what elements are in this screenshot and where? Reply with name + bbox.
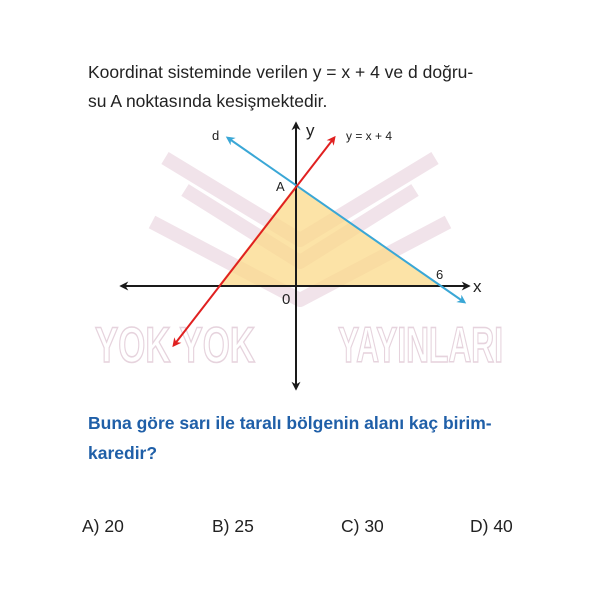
origin-label: 0 [282, 291, 291, 308]
x-intercept-label: 6 [436, 267, 444, 282]
choice-b[interactable]: B) 25 [212, 516, 254, 536]
y-axis-label: y [306, 121, 315, 140]
line-red-label: y = x + 4 [346, 129, 393, 143]
choice-c[interactable]: C) 30 [341, 516, 384, 536]
point-a-label: A [276, 179, 285, 194]
question-prompt [88, 408, 538, 468]
answer-choices [0, 516, 600, 540]
watermark-right-text: YAYINLARI [338, 317, 503, 373]
choice-a[interactable]: A) 20 [82, 516, 124, 536]
x-axis-label: x [473, 277, 482, 296]
question-line-2: su A noktasında kesişmektedir. [88, 91, 328, 111]
choice-d[interactable]: D) 40 [470, 516, 513, 536]
question-line-1: Koordinat sisteminde verilen y = x + 4 ve d doğru- [88, 62, 474, 82]
prompt-line-1: Buna göre sarı ile taralı bölgenin alanı kaç birim- [88, 413, 492, 433]
prompt-line-2: karedir? [88, 443, 158, 463]
line-d-label: d [212, 128, 220, 143]
watermark-left-text: YOK YOK [95, 317, 255, 373]
